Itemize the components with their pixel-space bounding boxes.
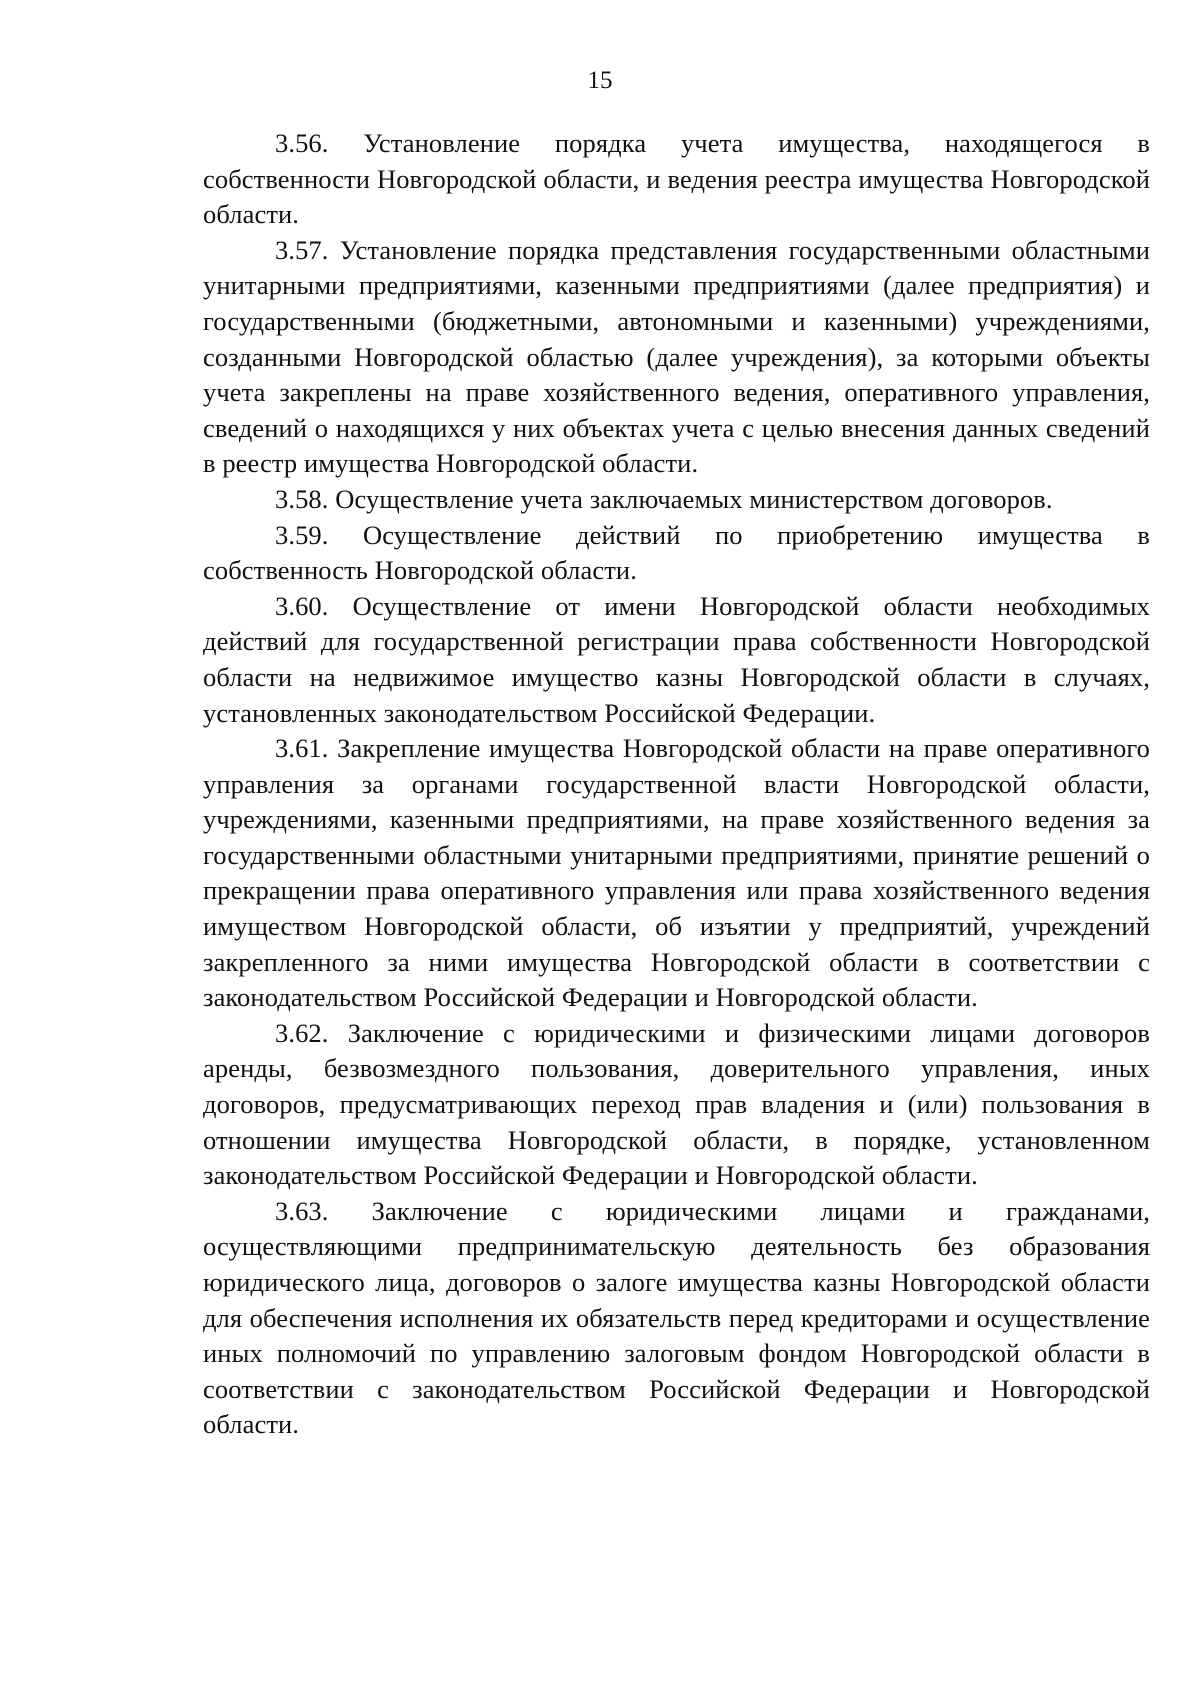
paragraph-3-58: 3.58. Осуществление учета заключаемых министерством договоров. — [275, 483, 1053, 514]
paragraph-3-59: 3.59. Осуществление действий по приобретению имущества в собственность Новгородской области. — [203, 519, 1150, 586]
paragraph-3-62: 3.62. Заключение с юридическими и физическими лицами договоров аренды, безвозмездного пользования, доверительного управления, иных договоров, предусматривающих переход прав владения и (или) пользования в отношении имущества Новгородской области, в порядке, установленном законодательством Российской Федерации и Новгородской области. — [203, 1017, 1150, 1191]
page-number: 15 — [587, 67, 613, 94]
paragraph-3-63: 3.63. Заключение с юридическими лицами и гражданами, осуществляющими предпринимательскую деятельность без образования юридического лица, договоров о залоге имущества казны Новгородской области для обеспечения исполнения их обязательств перед кредиторами и осуществление иных полномочий по управлению залоговым фондом Новгородской области в соответствии с законодательством Российской Федерации и Новгородской области. — [203, 1195, 1150, 1440]
paragraph-3-60: 3.60. Осуществление от имени Новгородской области необходимых действий для государственной регистрации права собственности Новгородской области на недвижимое имущество казны Новгородской области в случаях, установленных законодательством Российской Федерации. — [203, 590, 1150, 728]
paragraph-3-57: 3.57. Установление порядка представления государственными областными унитарными предприятиями, казенными предприятиями (далее предприятия) и государственными (бюджетными, автономными и казенными) учреждениями, созданными Новгородской областью (далее учреждения), за которыми объекты учета закреплены на праве хозяйственного ведения, оперативного управления, сведений о находящихся у них объектах учета с целью внесения данных сведений в реестр имущества Новгородской области. — [203, 234, 1150, 479]
paragraph-3-61: 3.61. Закрепление имущества Новгородской области на праве оперативного управления за органами государственной власти Новгородской области, учреждениями, казенными предприятиями, на праве хозяйственного ведения за государственными областными унитарными предприятиями, принятие решений о прекращении права оперативного управления или права хозяйственного ведения имуществом Новгородской области, об изъятии у предприятий, учреждений закрепленного за ними имущества Новгородской области в соответствии с законодательством Российской Федерации и Новгородской области. — [203, 733, 1150, 1013]
paragraph-3-56: 3.56. Установление порядка учета имущества, находящегося в собственности Новгородской области, и ведения реестра имущества Новгородской области. — [203, 128, 1150, 230]
document-body — [203, 126, 1150, 1443]
